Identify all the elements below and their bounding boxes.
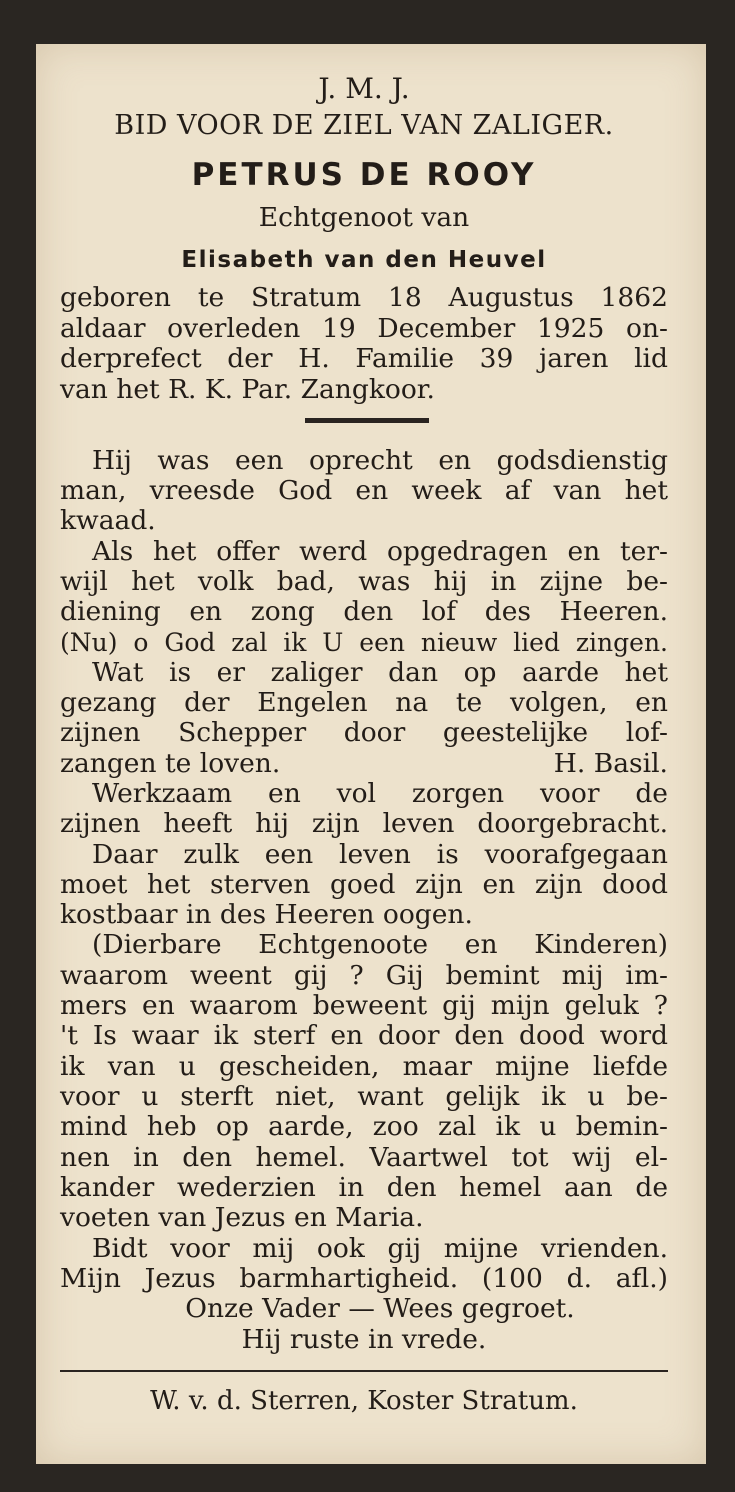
body-line: mers en waarom beweent gij mijn geluk ? [60,990,668,1021]
body-line: moet het sterven goed zijn en zijn dood [60,869,668,900]
prayer-heading: BID VOOR DE ZIEL VAN ZALIGER. [114,110,614,141]
body-line: 't Is waar ik sterf en door den dood word [60,1020,668,1051]
bio-line: geboren te Stratum 18 Augustus 1862 [60,282,668,313]
body-line: Als het offer werd opgedragen en ter- [92,536,668,567]
body-line: (Dierbare Echtgenoote en Kinderen) [92,929,668,960]
body-line: (Nu) o God zal ik U een nieuw lied zingen. [60,628,668,657]
body-line: Bidt voor mij ook gij mijne vrienden. [92,1233,668,1264]
bio-line: aldaar overleden 19 December 1925 on- [60,313,668,344]
body-line: Daar zulk een leven is voorafgegaan [92,839,668,870]
body-line: waarom weent gij ? Gij bemint mij im- [60,960,668,991]
body-line: Wat is er zaliger dan op aarde het [92,657,668,688]
body-line: Hij was een oprecht en godsdienstig [92,445,668,476]
body-line: nen in den hemel. Vaartwel tot wij el- [60,1142,668,1173]
body-line: Mijn Jezus barmhartigheid. (100 d. afl.) [60,1263,668,1294]
spouse-intro: Echtgenoot van [258,202,470,233]
body-line: man, vreesde God en week af van het [60,475,668,506]
spouse-name: Elisabeth van den Heuvel [181,247,547,273]
body-line: kander wederzien in den hemel aan de [60,1172,668,1203]
body-line: zijnen Schepper door geestelijke lof- [60,717,668,748]
body-line: voor u sterft niet, want gelijk ik u be- [60,1081,668,1112]
prayer-line: Onze Vader — Wees gegroet. [185,1293,575,1324]
divider-long [60,1370,668,1372]
body-line: voeten van Jezus en Maria. [60,1202,424,1233]
initials: J. M. J. [318,72,410,105]
body-line: ik van u gescheiden, maar mijne liefde [60,1051,668,1082]
divider-short [305,418,429,423]
bio-line: van het R. K. Par. Zangkoor. [60,374,435,405]
body-line: diening en zong den lof des Heeren. [60,596,668,627]
body-line: kostbaar in des Heeren oogen. [60,899,473,930]
body-line: mind heb op aarde, zoo zal ik u bemin- [60,1111,668,1142]
deceased-name: PETRUS DE ROOY [191,157,537,193]
quote-attribution: H. Basil. [553,748,668,779]
body-line: wijl het volk bad, was hij in zijne be- [60,566,668,597]
printer-credit: W. v. d. Sterren, Koster Stratum. [150,1386,578,1416]
body-line: gezang der Engelen na te volgen, en [60,687,668,718]
body-line: kwaad. [60,505,156,536]
bio-line: derprefect der H. Familie 39 jaren lid [60,343,668,374]
closing-line: Hij ruste in vrede. [241,1324,487,1355]
body-line: zijnen heeft hij zijn leven doorgebracht. [60,808,668,839]
body-line: zangen te loven. [60,748,281,779]
body-line: Werkzaam en vol zorgen voor de [92,778,668,809]
